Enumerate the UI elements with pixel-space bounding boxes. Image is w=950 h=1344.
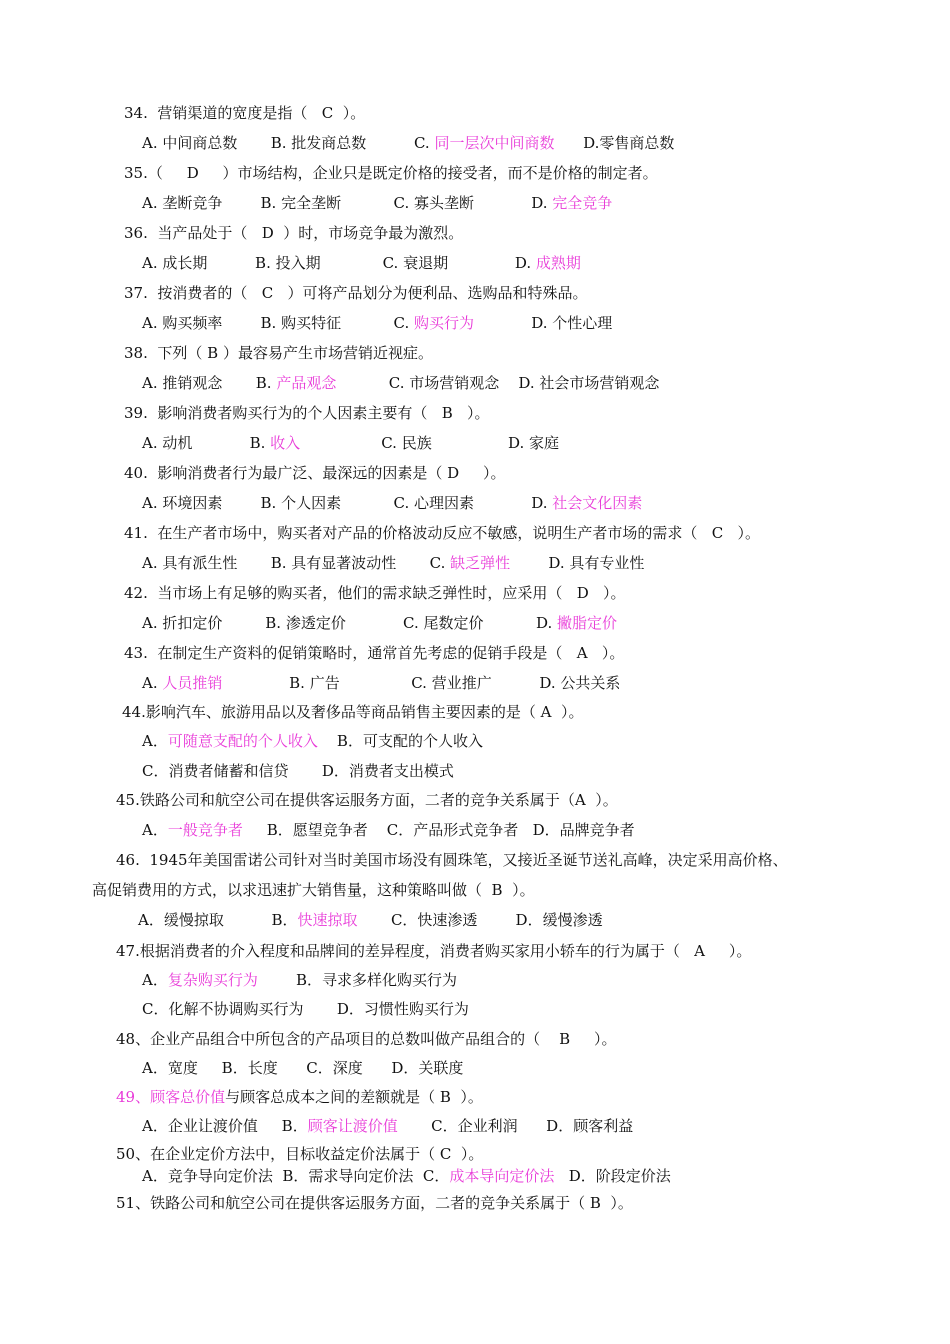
text-segment: 与顾客总成本之间的差额就是（ B ）。 — [225, 1088, 483, 1106]
text-segment: 44.影响汽车、旅游用品以及奢侈品等商品销售主要因素的是（ A ）。 — [122, 703, 584, 721]
answer-options-line — [142, 731, 483, 751]
question-line — [124, 583, 626, 603]
text-segment: 51、铁路公司和航空公司在提供客运服务方面，二者的竞争关系属于（ B ）。 — [116, 1194, 633, 1212]
question-line — [116, 790, 618, 810]
text-segment: A. 折扣定价 B. 渗透定价 C. 尾数定价 D. — [142, 614, 558, 632]
text-segment: A. 动机 B. — [142, 434, 271, 452]
highlighted-answer: 同一层次中间商数 — [434, 134, 555, 152]
text-segment: 34. 营销渠道的宽度是指（ C ）。 — [124, 104, 366, 122]
text-segment: C. 民族 D. 家庭 — [300, 434, 560, 452]
text-segment: D. 具有专业性 — [510, 554, 645, 572]
text-segment: 45.铁路公司和航空公司在提供客运服务方面，二者的竞争关系属于（A ）。 — [116, 791, 618, 809]
text-segment: 36. 当产品处于（ D ）时，市场竞争最为激烈。 — [124, 224, 464, 242]
answer-options-line — [142, 1166, 671, 1186]
answer-options-line — [142, 673, 620, 693]
question-line — [124, 403, 490, 423]
text-segment: B．可支配的个人收入 — [317, 732, 483, 750]
text-segment: 38. 下列（ B ）最容易产生市场营销近视症。 — [124, 344, 433, 362]
question-line — [116, 1144, 483, 1164]
highlighted-answer: 一般竞争者 — [167, 821, 243, 839]
highlighted-answer: 复杂购买行为 — [167, 971, 258, 989]
question-line — [116, 1193, 633, 1213]
question-line — [122, 702, 584, 722]
answer-options-line — [142, 1116, 633, 1136]
text-segment: A．企业让渡价值 B． — [142, 1117, 308, 1135]
text-segment: B. 广告 C. 营业推广 D. 公共关系 — [222, 674, 621, 692]
highlighted-answer: 收入 — [270, 434, 301, 452]
text-segment: 37. 按消费者的（ C ）可将产品划分为便利品、选购品和特殊品。 — [124, 284, 588, 302]
text-segment: 48、企业产品组合中所包含的产品项目的总数叫做产品组合的（ B ）。 — [116, 1030, 617, 1048]
answer-options-line — [92, 880, 535, 900]
text-segment: 42. 当市场上有足够的购买者，他们的需求缺乏弹性时，应采用（ D ）。 — [124, 584, 626, 602]
answer-options-line — [142, 193, 612, 213]
question-line — [124, 283, 587, 303]
highlighted-answer: 顾客让渡价值 — [307, 1117, 398, 1135]
text-segment: 40. 影响消费者行为最广泛、最深远的因素是（ D ）。 — [124, 464, 506, 482]
answer-options-line — [142, 761, 454, 781]
text-segment: 43. 在制定生产资料的促销策略时，通常首先考虑的促销手段是（ A ）。 — [124, 644, 625, 662]
text-segment: A． — [142, 971, 168, 989]
question-line — [124, 463, 506, 483]
highlighted-answer: 可随意支配的个人收入 — [167, 732, 318, 750]
question-line — [116, 850, 788, 870]
text-segment: 高促销费用的方式，以求迅速扩大销售量，这种策略叫做（ B ）。 — [92, 881, 535, 899]
highlighted-answer: 成熟期 — [535, 254, 581, 272]
text-segment: C．快速渗透 D．缓慢渗透 — [357, 911, 603, 929]
text-segment: A. 中间商总数 B. 批发商总数 C. — [142, 134, 435, 152]
answer-options-line — [142, 1058, 463, 1078]
answer-options-line — [142, 970, 457, 990]
answer-options-line — [142, 493, 642, 513]
answer-options-line — [142, 253, 581, 273]
text-segment: A. 购买频率 B. 购买特征 C. — [142, 314, 415, 332]
answer-options-line — [138, 910, 603, 930]
text-segment: C．化解不协调购买行为 D．习惯性购买行为 — [142, 1000, 469, 1018]
text-segment: A．宽度 B．长度 C．深度 D．关联度 — [142, 1059, 464, 1077]
question-line — [124, 223, 463, 243]
highlighted-answer: 购买行为 — [414, 314, 475, 332]
question-line — [124, 523, 760, 543]
highlighted-answer: 产品观念 — [276, 374, 337, 392]
answer-options-line — [142, 313, 612, 333]
highlighted-answer: 缺乏弹性 — [450, 554, 511, 572]
text-segment: A．竞争导向定价法 B．需求导向定价法 C． — [142, 1167, 450, 1185]
text-segment: B．愿望竞争者 C．产品形式竞争者 D．品牌竞争者 — [242, 821, 635, 839]
question-line — [124, 163, 658, 183]
question-line — [116, 1087, 483, 1107]
text-segment: D.零售商总数 — [554, 134, 675, 152]
answer-options-line — [142, 433, 559, 453]
highlighted-answer: 快速掠取 — [297, 911, 358, 929]
answer-options-line — [142, 820, 635, 840]
highlighted-answer: 成本导向定价法 — [449, 1167, 555, 1185]
highlighted-answer: 社会文化因素 — [552, 494, 643, 512]
text-segment: B．寻求多样化购买行为 — [257, 971, 458, 989]
text-segment: A. — [142, 674, 163, 692]
text-segment: D．阶段定价法 — [554, 1167, 671, 1185]
question-line — [124, 103, 365, 123]
text-segment: A. 垄断竞争 B. 完全垄断 C. 寡头垄断 D. — [142, 194, 553, 212]
question-line — [124, 643, 624, 663]
text-segment: 35.（ D ）市场结构，企业只是既定价格的接受者，而不是价格的制定者。 — [124, 164, 658, 182]
highlighted-answer: 完全竞争 — [552, 194, 613, 212]
highlighted-answer: 撇脂定价 — [557, 614, 618, 632]
text-segment: A．缓慢掠取 B． — [138, 911, 298, 929]
question-line — [116, 941, 751, 961]
text-segment: 41. 在生产者市场中，购买者对产品的价格波动反应不敏感，说明生产者市场的需求（ C ）。 — [124, 524, 760, 542]
answer-options-line — [142, 613, 617, 633]
highlighted-answer: 49、顾客总价值 — [116, 1088, 226, 1106]
text-segment: C．消费者储蓄和信贷 D．消费者支出模式 — [142, 762, 454, 780]
text-segment: 50、在企业定价方法中，目标收益定价法属于（ C ）。 — [116, 1145, 484, 1163]
text-segment: A. 成长期 B. 投入期 C. 衰退期 D. — [142, 254, 536, 272]
text-segment: 47.根据消费者的介入程度和品牌间的差异程度，消费者购买家用小轿车的行为属于（ A ）。 — [116, 942, 752, 960]
text-segment: A. 环境因素 B. 个人因素 C. 心理因素 D. — [142, 494, 553, 512]
text-segment: C. 市场营销观念 D. 社会市场营销观念 — [336, 374, 660, 392]
answer-options-line — [142, 133, 674, 153]
text-segment: A. 具有派生性 B. 具有显著波动性 C. — [142, 554, 451, 572]
answer-options-line — [142, 373, 659, 393]
text-segment: C．企业利润 D．顾客利益 — [397, 1117, 634, 1135]
highlighted-answer: 人员推销 — [162, 674, 223, 692]
text-segment: A. 推销观念 B. — [142, 374, 277, 392]
answer-options-line — [142, 553, 644, 573]
text-segment: A． — [142, 821, 168, 839]
text-segment: 46. 1945年美国雷诺公司针对当时美国市场没有圆珠笔，又接近圣诞节送礼高峰，决定采用高价格、 — [116, 851, 788, 869]
question-line — [124, 343, 433, 363]
question-line — [116, 1029, 617, 1049]
text-segment: 39. 影响消费者购买行为的个人因素主要有（ B ）。 — [124, 404, 490, 422]
answer-options-line — [142, 999, 469, 1019]
text-segment: A． — [142, 732, 168, 750]
text-segment: D. 个性心理 — [474, 314, 613, 332]
